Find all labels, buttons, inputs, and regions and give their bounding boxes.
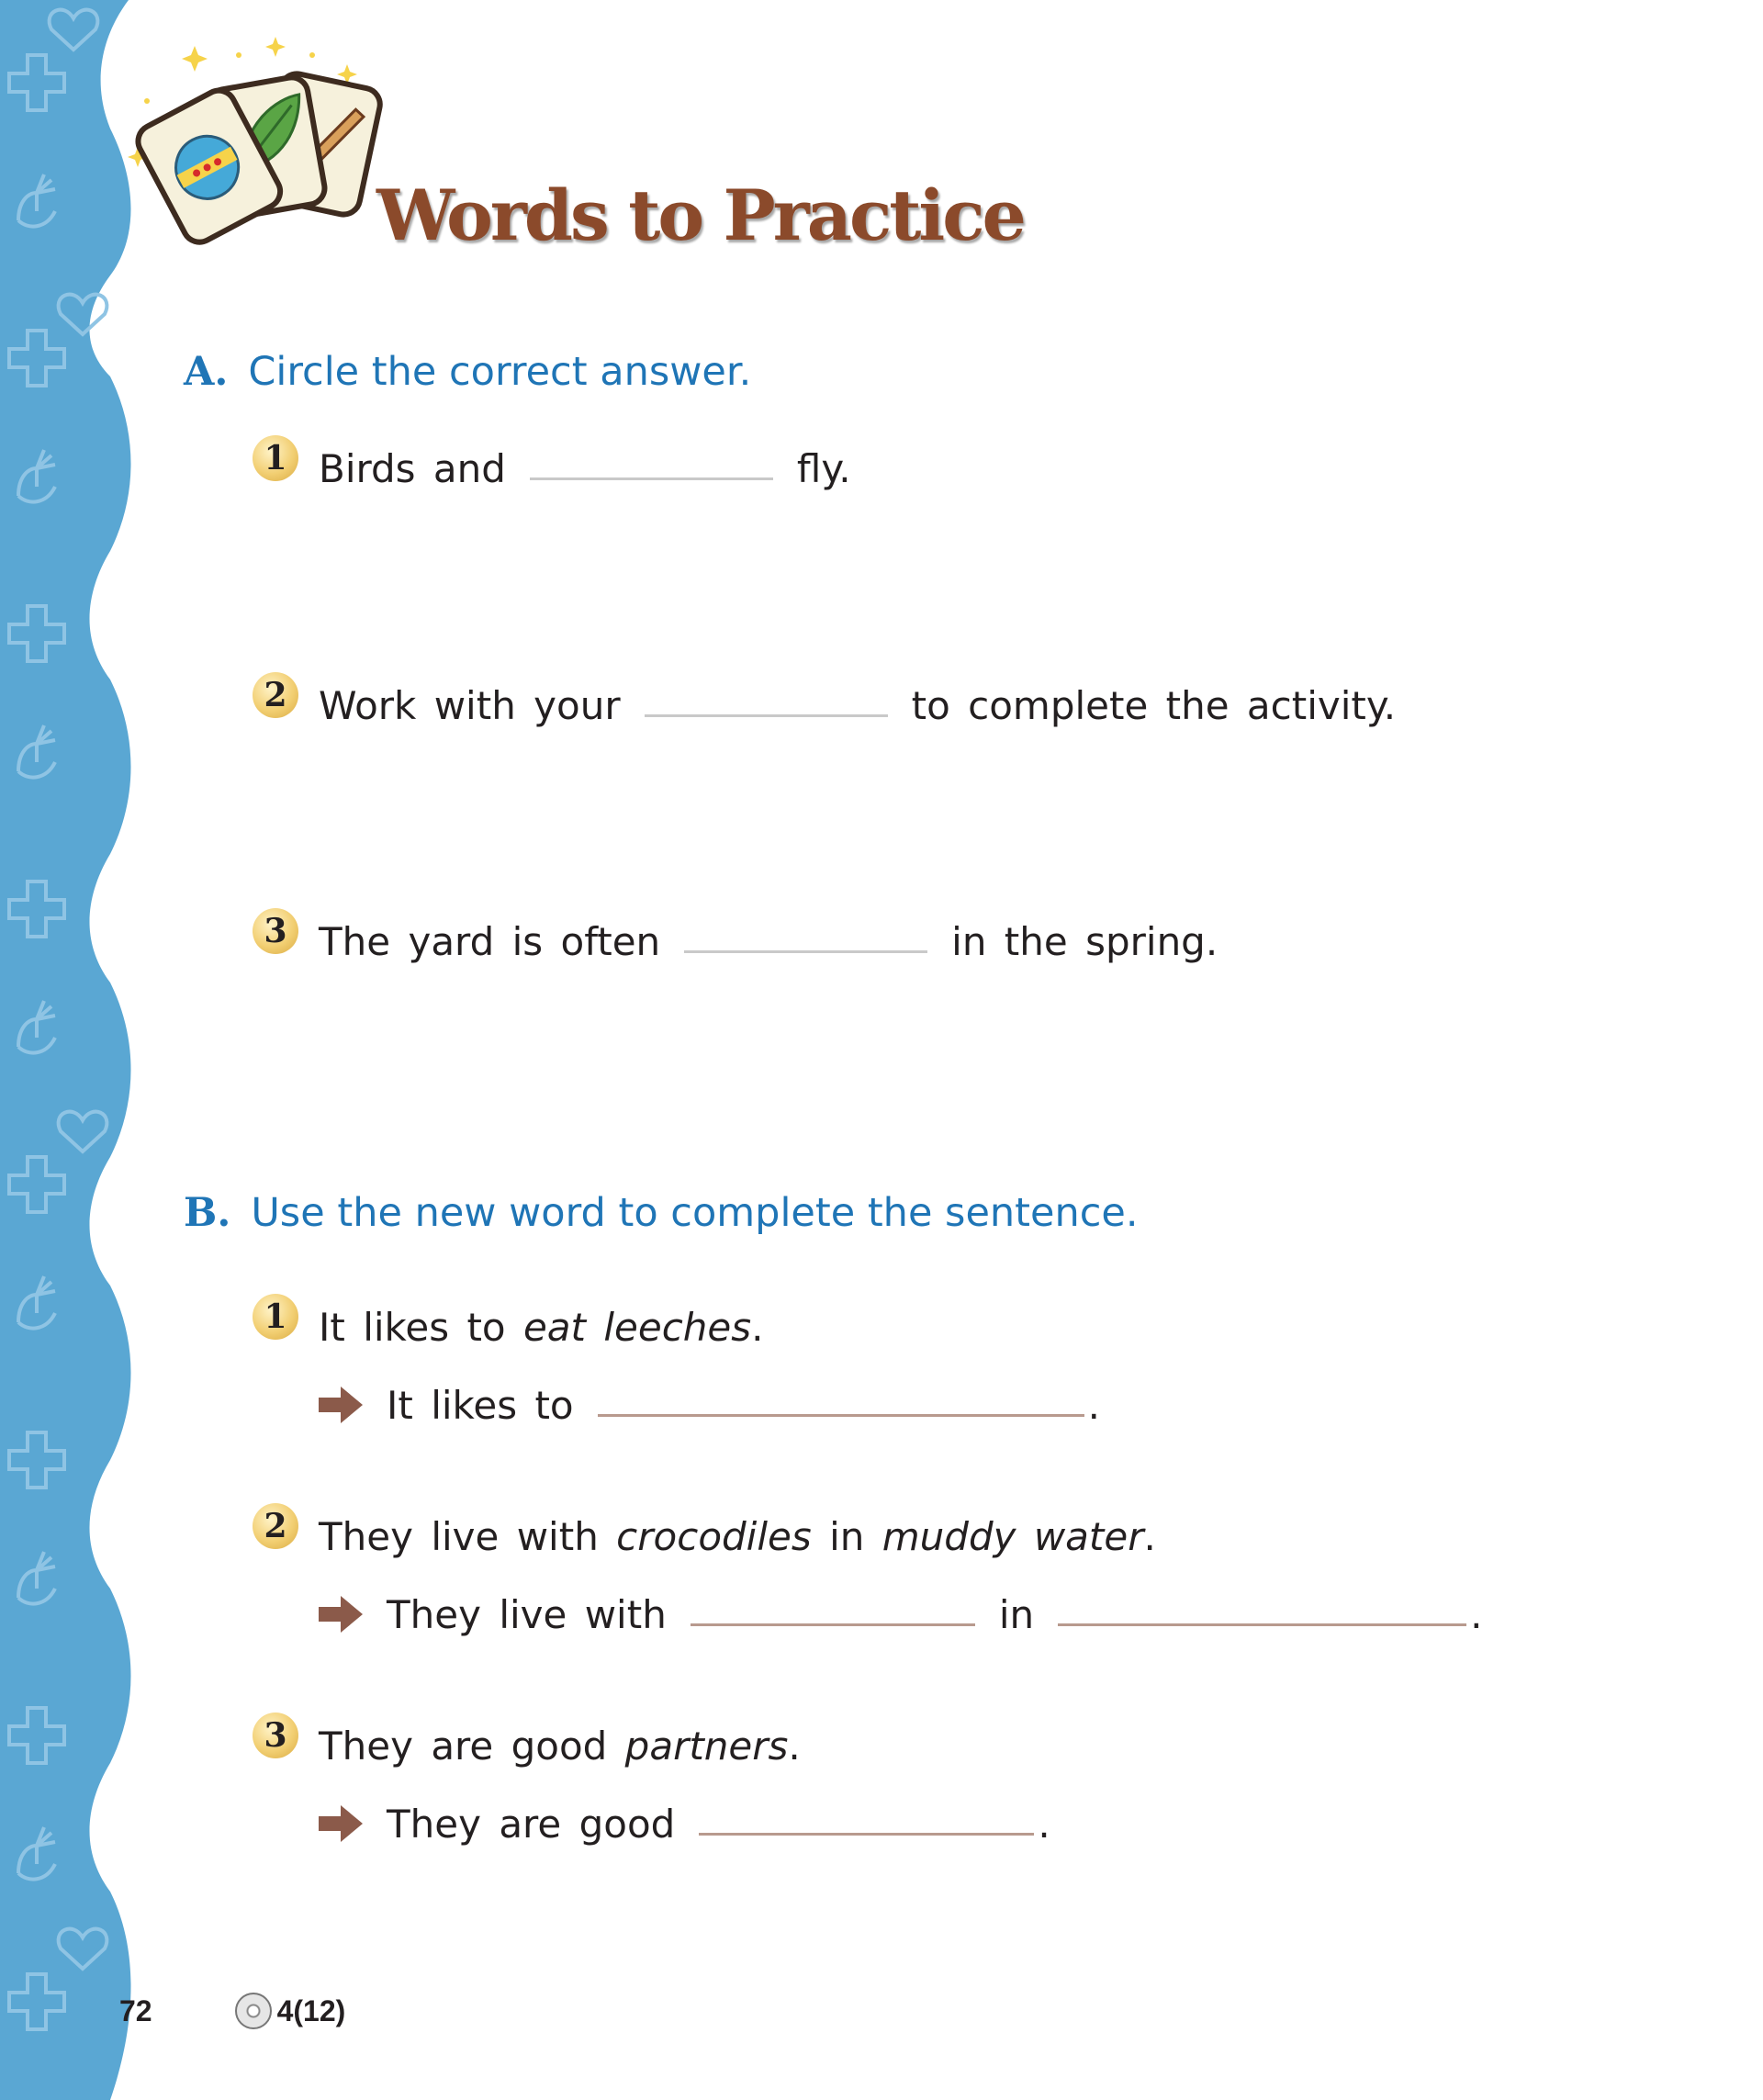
answer-blank[interactable] <box>684 947 927 953</box>
section-a-item-3 <box>253 914 1218 969</box>
answer-end-punctuation: . <box>1470 1591 1483 1637</box>
section-b-letter: B. <box>184 1190 231 1236</box>
sentence-text: . <box>788 1723 801 1769</box>
sentence-text: They live with <box>319 1513 599 1559</box>
target-phrase: crocodiles <box>616 1513 812 1559</box>
section-b-item-3-sentence <box>253 1718 801 1773</box>
section-a-item-2 <box>253 678 1396 733</box>
item-number-badge: 2 <box>253 1503 298 1549</box>
item-number-badge: 1 <box>253 1294 298 1340</box>
answer-blank[interactable] <box>1058 1620 1466 1626</box>
page-number: 72 <box>119 1993 152 2027</box>
section-b-item-2-answer <box>317 1587 1482 1642</box>
section-a-heading <box>184 349 751 395</box>
section-b-item-3-answer <box>317 1796 1050 1851</box>
section-b-item-1-sentence <box>253 1299 764 1354</box>
item-number-badge: 1 <box>253 435 298 481</box>
section-b-item-2-sentence <box>253 1509 1156 1564</box>
target-phrase: partners <box>624 1723 789 1769</box>
answer-blank[interactable] <box>645 711 888 717</box>
answer-blank[interactable] <box>530 474 773 480</box>
audio-cd-icon <box>235 1993 272 2029</box>
sentence-text: They are good <box>319 1723 608 1769</box>
sentence-text: The yard is often <box>319 918 661 964</box>
item-number-badge: 3 <box>253 1713 298 1758</box>
sentence-text: . <box>1143 1513 1156 1559</box>
answer-lead-text: They live with <box>387 1591 667 1637</box>
answer-blank[interactable] <box>598 1410 1084 1417</box>
section-a-letter: A. <box>184 349 229 395</box>
target-phrase: muddy water <box>882 1513 1144 1559</box>
arrow-right-icon <box>317 1803 365 1844</box>
page-title: Words to Practice <box>376 174 1024 256</box>
sentence-text: It likes to <box>319 1304 506 1350</box>
answer-lead-text: It likes to <box>387 1382 574 1428</box>
page-footer <box>119 1988 345 2034</box>
sentence-text: . <box>751 1304 764 1350</box>
sentence-text: Birds and <box>319 445 506 491</box>
sentence-text: in <box>829 1513 865 1559</box>
target-phrase: eat leeches <box>522 1304 752 1350</box>
word-cards-illustration <box>110 28 386 257</box>
answer-lead-text: They are good <box>387 1801 676 1847</box>
item-number-badge: 3 <box>253 908 298 954</box>
answer-end-punctuation: . <box>1087 1382 1100 1428</box>
arrow-right-icon <box>317 1385 365 1425</box>
title-banner <box>110 28 1024 257</box>
section-b-heading <box>184 1190 1139 1236</box>
audio-track-label: 4(12) <box>276 1993 346 2027</box>
answer-blank[interactable] <box>691 1620 975 1626</box>
sentence-text: Work with your <box>319 682 621 728</box>
arrow-right-icon <box>317 1594 365 1634</box>
sentence-text: fly. <box>796 445 851 491</box>
item-number-badge: 2 <box>253 672 298 718</box>
section-b-instruction: Use the new word to complete the sentence. <box>251 1190 1139 1236</box>
answer-end-punctuation: . <box>1038 1801 1050 1847</box>
section-b-item-1-answer <box>317 1377 1100 1432</box>
decorative-sidebar <box>0 0 184 2100</box>
answer-blank[interactable] <box>699 1829 1034 1836</box>
section-a-instruction: Circle the correct answer. <box>248 349 752 395</box>
answer-middle-text: in <box>998 1591 1035 1637</box>
sentence-text: in the spring. <box>951 918 1218 964</box>
section-a-item-1 <box>253 441 851 496</box>
sentence-text: to complete the activity. <box>911 682 1397 728</box>
